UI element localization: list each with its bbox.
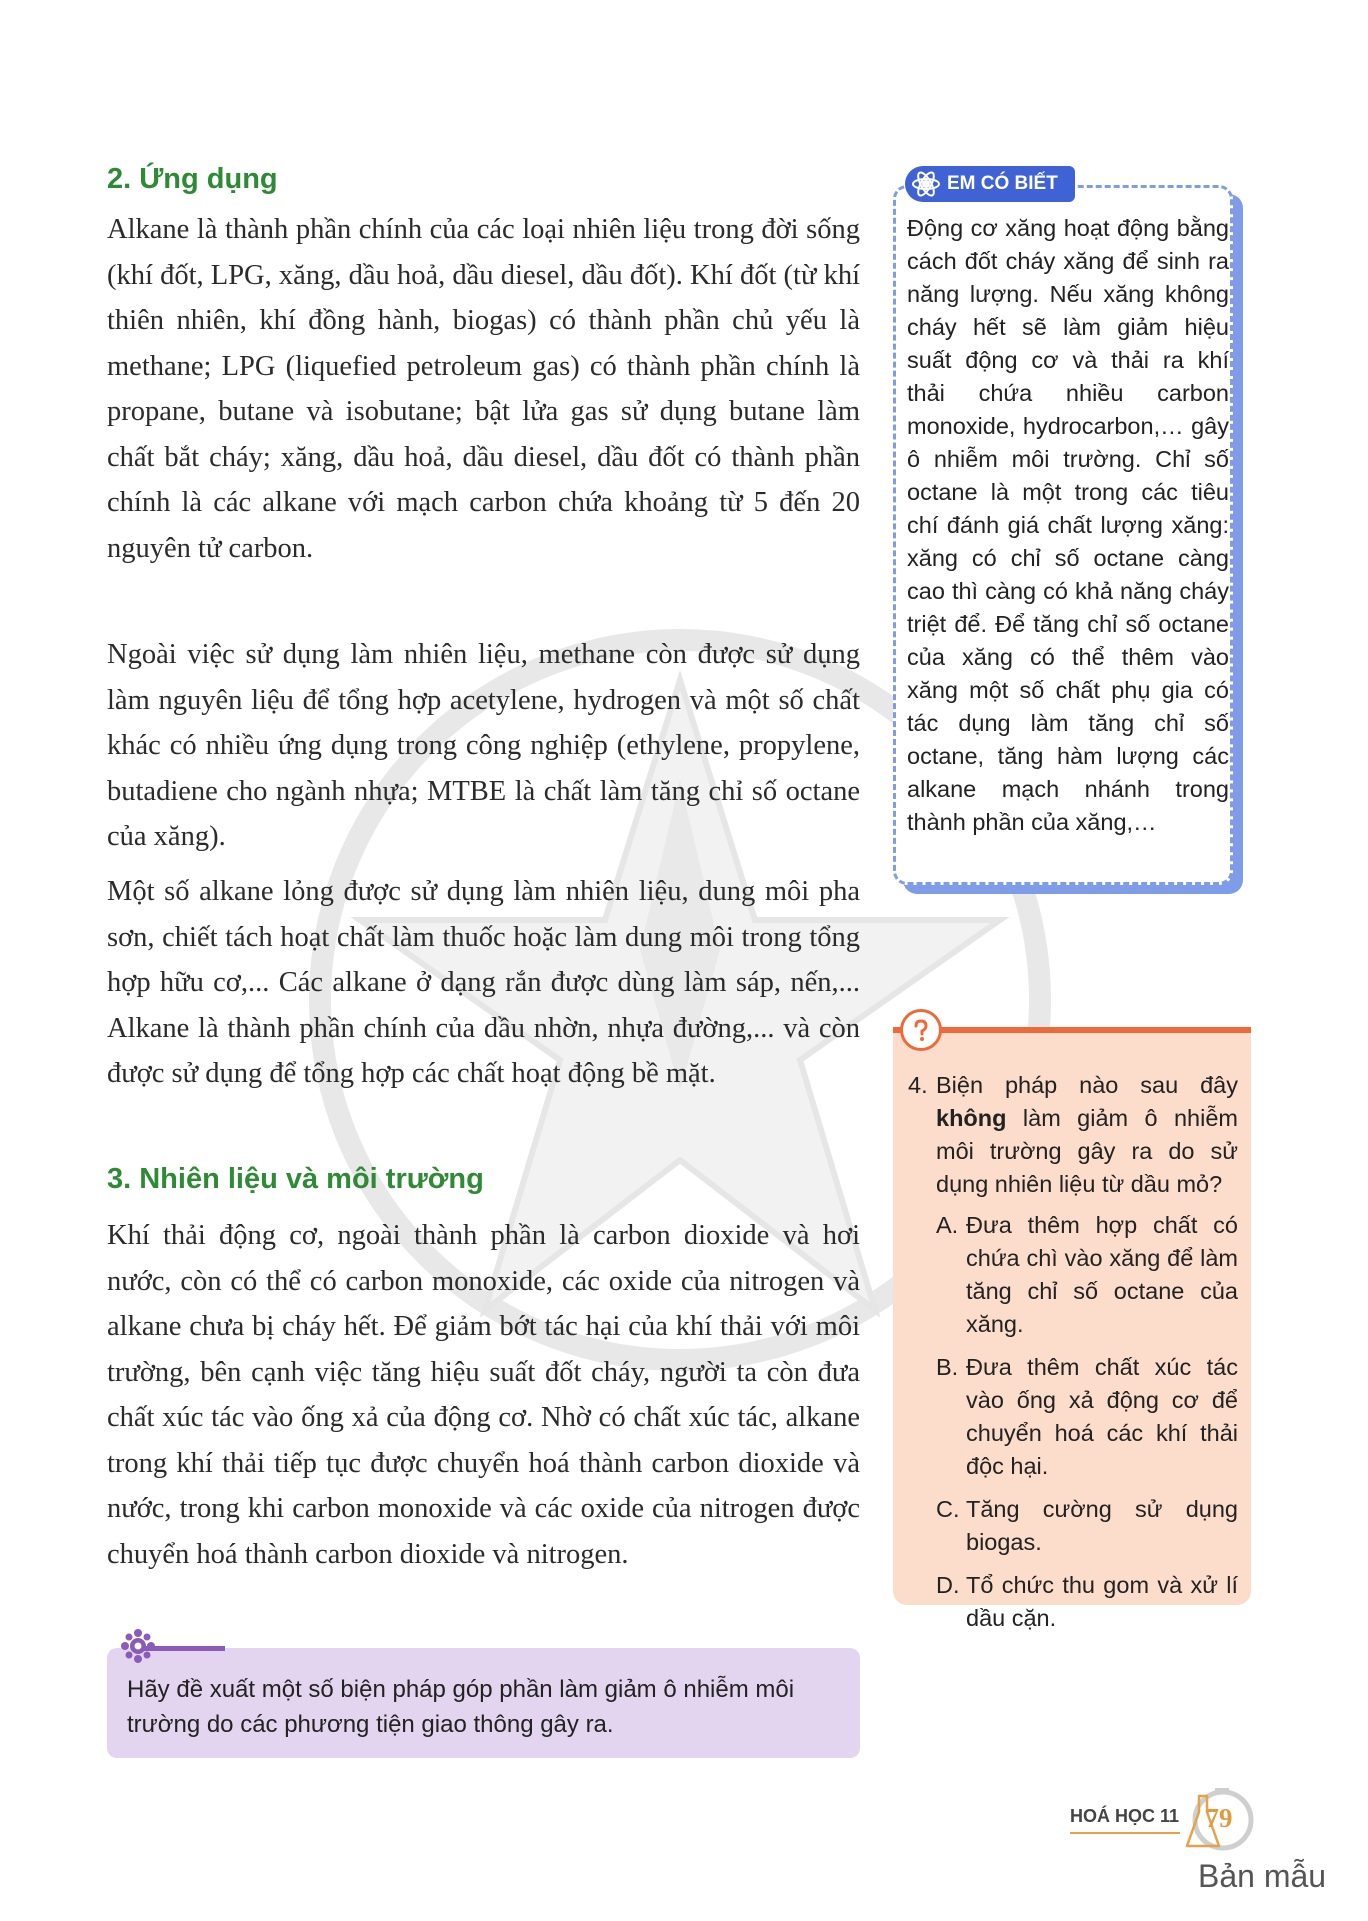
did-you-know-text: Động cơ xăng hoạt động bằng cách đốt cháy xăng để sinh ra năng lượng. Nếu xăng không cháy hết sẽ làm giảm hiệu suất động cơ và thải ra khí thải chứa nhiều carbon monoxide, hydrocarbon,… gây ô nhiễm môi trường. Chỉ số octane là một trong các tiêu chí đánh giá chất lượng xăng: xăng có chỉ số octane càng cao thì càng có khả năng cháy triệt để. Để tăng chỉ số octane của xăng có thể thêm vào xăng một số chất phụ gia có tác dụng làm tăng chỉ số octane, tăng hàm lượng các alkane mạch nhánh trong thành phần của xăng,… — [907, 215, 1229, 835]
question-option-a — [936, 1209, 1238, 1341]
gear-flower-icon — [118, 1626, 158, 1666]
activity-text: Hãy đề xuất một số biện pháp góp phần làm giảm ô nhiễm môi trường do các phương tiện giao thông gây ra. — [127, 1676, 795, 1738]
footer-underline — [1070, 1832, 1180, 1834]
option-text: Tổ chức thu gom và xử lí dầu cặn. — [966, 1572, 1238, 1631]
option-text: Tăng cường sử dụng biogas. — [966, 1496, 1238, 1555]
option-letter: C. — [936, 1496, 960, 1522]
question-mark-icon — [900, 1009, 942, 1051]
did-you-know-label: EM CÓ BIẾT — [947, 173, 1058, 194]
option-letter: B. — [936, 1354, 959, 1380]
question-option-c — [936, 1493, 1238, 1559]
section-title-application: 2. Ứng dụng — [107, 163, 278, 195]
section-title-fuel-environment: 3. Nhiên liệu và môi trường — [107, 1163, 484, 1195]
sample-label: Bản mẫu — [1198, 1858, 1327, 1894]
page-number: 79 — [1205, 1803, 1233, 1833]
did-you-know-tag — [905, 166, 1075, 202]
question-option-d — [936, 1569, 1238, 1635]
footer-subject: HOÁ HỌC 11 — [1070, 1806, 1180, 1826]
option-text: Đưa thêm chất xúc tác vào ống xả động cơ để chuyển hoá các khí thải độc hại. — [966, 1354, 1238, 1479]
question-stem-after: làm giảm ô nhiễm môi trường gây ra do sử dụng nhiên liệu từ dầu mỏ? — [936, 1105, 1238, 1197]
paragraph-application-2: Ngoài việc sử dụng làm nhiên liệu, methane còn được sử dụng làm nguyên liệu để tổng hợp acetylene, hydrogen và một số chất khác có nhiều ứng dụng trong công nghiệp (ethylene, propylene, butadiene cho ngành nhựa; MTBE là chất làm tăng chỉ số octane của xăng). — [107, 639, 860, 852]
question-stem-text — [936, 1069, 1238, 1201]
question-number: 4. — [908, 1072, 928, 1098]
question-stem-bold: không — [936, 1105, 1007, 1131]
question-options — [936, 1209, 1238, 1635]
option-letter: A. — [936, 1212, 959, 1238]
question-accent-bar — [893, 1027, 1251, 1033]
option-letter: D. — [936, 1572, 960, 1598]
paragraph-application-1: Alkane là thành phần chính của các loại nhiên liệu trong đời sống (khí đốt, LPG, xăng, dầu hoả, dầu diesel, dầu đốt). Khí đốt (từ khí thiên nhiên, khí đồng hành, biogas) có thành phần chủ yếu là methane; LPG (liquefied petroleum gas) có thành phần chính là propane, butane và isobutane; bật lửa gas sử dụng butane làm chất bắt cháy; xăng, dầu hoả, dầu diesel, dầu đốt có thành phần chính là các alkane với mạch carbon chứa khoảng từ 5 đến 20 nguyên tử carbon. — [107, 214, 860, 564]
question-stem-before: Biện pháp nào sau đây — [936, 1072, 1238, 1098]
atom-icon — [905, 166, 947, 202]
paragraph-fuel-environment: Khí thải động cơ, ngoài thành phần là carbon dioxide và hơi nước, còn có thể có carbon monoxide, các oxide của nitrogen và alkane chưa bị cháy hết. Để giảm bớt tác hại của khí thải với môi trường, bên cạnh việc tăng hiệu suất đốt cháy, người ta còn đưa chất xúc tác vào ống xả của động cơ. Nhờ có chất xúc tác, alkane trong khí thải tiếp tục được chuyển hoá thành carbon dioxide và nước, trong khi carbon monoxide và các oxide của nitrogen được chuyển hoá thành carbon dioxide và nitrogen. — [107, 1220, 860, 1570]
question-content — [908, 1069, 1238, 1645]
option-text: Đưa thêm hợp chất có chứa chì vào xăng để làm tăng chỉ số octane của xăng. — [966, 1212, 1238, 1337]
paragraph-application-3: Một số alkane lỏng được sử dụng làm nhiên liệu, dung môi pha sơn, chiết tách hoạt chất làm thuốc hoặc làm dung môi trong tổng hợp hữu cơ,... Các alkane ở dạng rắn được dùng làm sáp, nến,... Alkane là thành phần chính của dầu nhờn, nhựa đường,... và còn được sử dụng để tổng hợp các chất hoạt động bề mặt. — [107, 876, 860, 1089]
question-option-b — [936, 1351, 1238, 1483]
question-stem — [908, 1069, 1238, 1201]
